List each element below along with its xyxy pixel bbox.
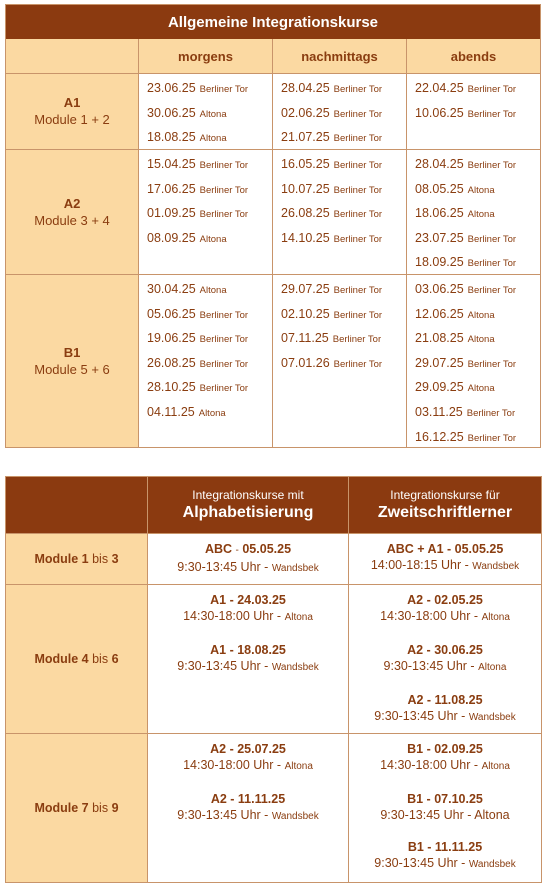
course-date: 08.09.25 Altona	[147, 230, 227, 245]
header-title: Zweitschriftlerner	[377, 504, 513, 521]
table-row-module-7-9	[6, 733, 541, 882]
course-block: A1 - 24.03.25 14:30-18:00 Uhr - Altona	[183, 593, 313, 623]
course-block: A1 - 18.08.25 9:30-13:45 Uhr - Wandsbek	[177, 643, 319, 673]
course-date: 19.06.25 Berliner Tor	[147, 331, 249, 346]
module-label: Module 3 + 4	[34, 212, 110, 228]
course-block: B1 - 11.11.25 9:30-13:45 Uhr - Wandsbek	[374, 840, 516, 870]
cell-abends	[407, 150, 540, 274]
course-date: 02.06.25 Berliner Tor	[281, 105, 383, 120]
course-date: 28.10.25 Berliner Tor	[147, 380, 249, 395]
course-date: 18.09.25 Berliner Tor	[415, 255, 517, 270]
course-date: 04.11.25 Altona	[147, 404, 226, 419]
row-label: Module 7 bis 9	[6, 734, 148, 882]
course-date: 17.06.25 Berliner Tor	[147, 181, 249, 196]
header-title: Alphabetisierung	[182, 504, 314, 521]
course-block: ABC + A1 - 05.05.25 14:00-18:15 Uhr - Wandsbek	[370, 542, 520, 572]
header-subtitle: Integrationskurse für	[390, 488, 500, 502]
course-block: B1 - 02.09.25 14:30-18:00 Uhr - Altona	[380, 742, 510, 772]
course-block: A2 - 30.06.25 9:30-13:45 Uhr - Altona	[383, 643, 507, 673]
module-label: Module 1 + 2	[34, 112, 110, 127]
course-date: 18.08.25 Altona	[147, 130, 227, 145]
row-label	[6, 275, 139, 447]
course-date: 08.05.25 Altona	[415, 181, 495, 196]
level-label: A2	[63, 195, 81, 211]
header-abends: abends	[450, 48, 497, 64]
course-date: 28.04.25 Berliner Tor	[281, 81, 383, 95]
course-date: 21.07.25 Berliner Tor	[281, 130, 383, 145]
table-row-module-1-3	[6, 533, 541, 584]
cell-morgens	[139, 150, 273, 274]
table-header-row	[6, 39, 540, 73]
cell-abends	[407, 275, 540, 447]
cell-morgens	[139, 275, 273, 447]
table-row-module-4-6	[6, 584, 541, 733]
course-block: ABC - 05.05.25 9:30-13:45 Uhr - Wandsbek	[177, 542, 319, 574]
course-date: 16.12.25 Berliner Tor	[415, 429, 517, 444]
course-date: 14.10.25 Berliner Tor	[281, 230, 383, 245]
cell-zweitschriftlerner	[349, 734, 541, 882]
module-label: Module 5 + 6	[34, 361, 110, 377]
course-date: 23.07.25 Berliner Tor	[415, 230, 517, 245]
table-row-b1	[6, 274, 540, 447]
row-label: Module 1 bis 3	[6, 534, 148, 584]
course-block: A2 - 02.05.25 14:30-18:00 Uhr - Altona	[380, 593, 510, 623]
header-zweitschriftlerner	[349, 477, 541, 533]
cell-morgens	[139, 74, 273, 149]
course-block: B1 - 07.10.25 9:30-13:45 Uhr - Altona	[380, 792, 510, 822]
course-date: 26.08.25 Berliner Tor	[147, 355, 249, 370]
cell-zweitschriftlerner	[349, 585, 541, 733]
table-header-row	[6, 477, 541, 533]
course-date: 12.06.25 Altona	[415, 306, 495, 321]
cell-zweitschriftlerner	[349, 534, 541, 584]
cell-alphabetisierung	[148, 534, 349, 584]
course-date: 10.06.25 Berliner Tor	[415, 105, 517, 120]
course-date: 01.09.25 Berliner Tor	[147, 206, 249, 221]
course-date: 30.04.25 Altona	[147, 282, 227, 296]
header-empty-cell	[6, 477, 148, 533]
cell-alphabetisierung	[148, 734, 349, 882]
table-row-a2	[6, 149, 540, 274]
header-empty-cell	[6, 39, 139, 73]
course-date: 05.06.25 Berliner Tor	[147, 306, 249, 321]
course-date: 18.06.25 Altona	[415, 206, 495, 221]
course-date: 03.11.25 Berliner Tor	[415, 404, 516, 419]
header-morgens: morgens	[139, 39, 273, 73]
cell-alphabetisierung	[148, 585, 349, 733]
cell-nachmittags	[273, 150, 407, 274]
course-date: 10.07.25 Berliner Tor	[281, 181, 383, 196]
cell-abends	[407, 74, 540, 149]
course-date: 29.07.25 Berliner Tor	[281, 282, 383, 296]
course-date: 23.06.25 Berliner Tor	[147, 81, 249, 95]
level-label: B1	[63, 344, 81, 360]
course-date: 26.08.25 Berliner Tor	[281, 206, 383, 221]
course-date: 15.04.25 Berliner Tor	[147, 157, 249, 171]
header-subtitle: Integrationskurse mit	[192, 488, 304, 502]
header-nachmittags: nachmittags	[273, 39, 407, 73]
course-date: 21.08.25 Altona	[415, 331, 495, 346]
course-block: A2 - 11.11.25 9:30-13:45 Uhr - Wandsbek	[177, 792, 319, 822]
header-alphabetisierung	[148, 477, 349, 533]
row-label: Module 4 bis 6	[6, 585, 148, 733]
course-date: 16.05.25 Berliner Tor	[281, 157, 383, 171]
cell-nachmittags	[273, 275, 407, 447]
special-courses-table	[5, 476, 542, 883]
table-title: Allgemeine Integrationskurse	[6, 5, 540, 39]
course-date: 28.04.25 Berliner Tor	[415, 157, 517, 171]
course-block: A2 - 11.08.25 9:30-13:45 Uhr - Wandsbek	[374, 693, 516, 723]
row-label	[6, 150, 139, 274]
level-label: A1	[63, 95, 81, 110]
course-date: 22.04.25 Berliner Tor	[415, 81, 517, 95]
course-block: A2 - 25.07.25 14:30-18:00 Uhr - Altona	[183, 742, 313, 772]
course-date: 29.07.25 Berliner Tor	[415, 355, 517, 370]
table-row-a1	[6, 73, 540, 149]
course-date: 03.06.25 Berliner Tor	[415, 282, 517, 296]
course-date: 07.11.25 Berliner Tor	[281, 331, 382, 346]
course-date: 02.10.25 Berliner Tor	[281, 306, 383, 321]
cell-nachmittags	[273, 74, 407, 149]
course-date: 30.06.25 Altona	[147, 105, 227, 120]
general-courses-table	[5, 4, 541, 448]
course-date: 29.09.25 Altona	[415, 380, 495, 395]
row-label	[6, 74, 139, 149]
course-date: 07.01.26 Berliner Tor	[281, 355, 383, 370]
